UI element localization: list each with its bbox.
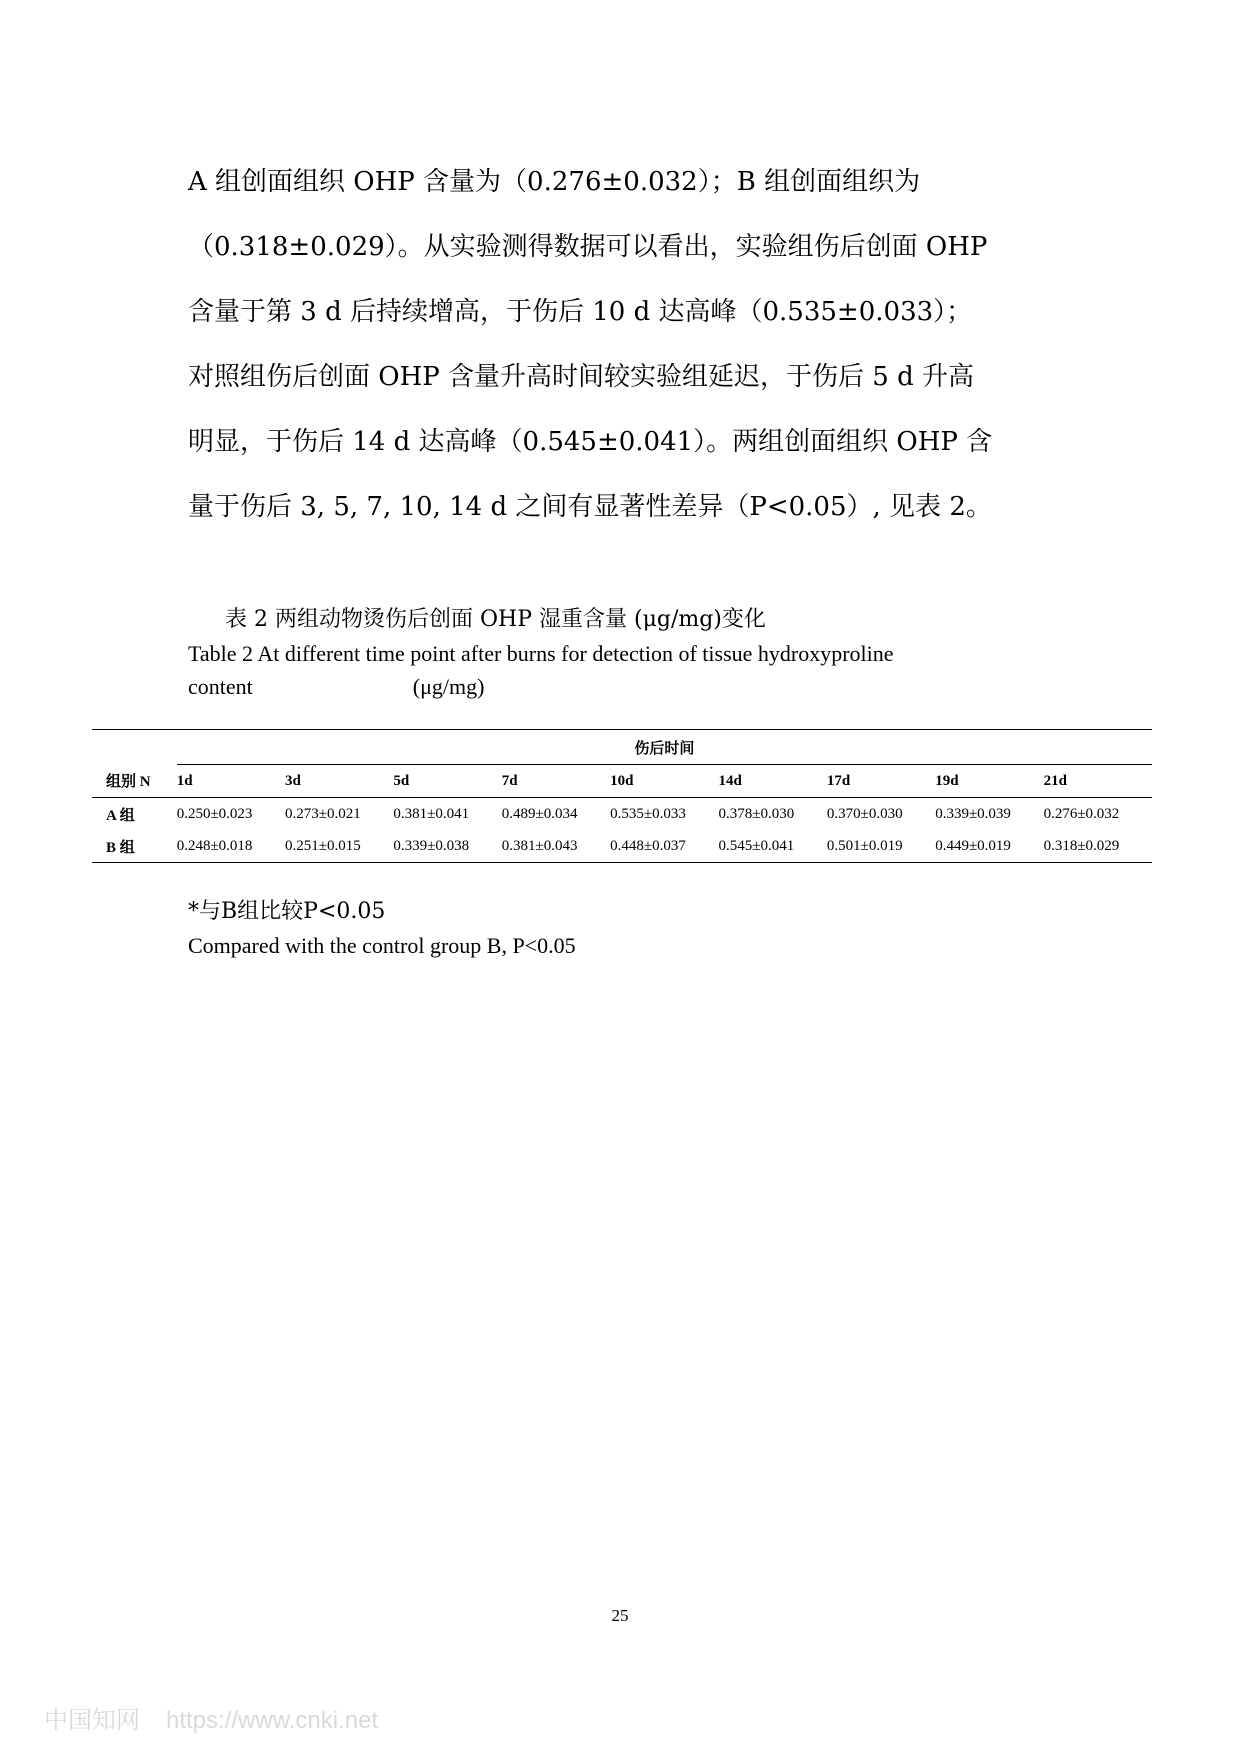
caption-english-line2 <box>188 670 1048 703</box>
table-cell: 0.381±0.043 <box>502 830 610 863</box>
table-cell: 0.339±0.039 <box>935 805 1011 822</box>
header-day: 17d <box>827 765 935 798</box>
table-cell: 0.535±0.033 <box>610 805 686 822</box>
table-row <box>92 830 1152 863</box>
table-cell: 0.448±0.037 <box>610 830 718 863</box>
header-day: 14d <box>718 765 826 798</box>
header-day: 10d <box>610 765 718 798</box>
header-day: 3d <box>285 765 393 798</box>
paragraph-line: 明显，于伤后 14 d 达高峰（0.545±0.041）。两组创面组织 OHP 含 <box>188 427 993 457</box>
table-cell: 0.501±0.019 <box>827 830 935 863</box>
table-cell: 0.250±0.023 <box>176 805 253 822</box>
header-empty-cell <box>92 730 177 765</box>
paragraph-line: 对照组伤后创面 OHP 含量升高时间较实验组延迟，于伤后 5 d 升高 <box>188 362 974 392</box>
row-label: A 组 <box>106 807 135 824</box>
cnki-watermark <box>44 1700 378 1735</box>
page-number: 25 <box>611 1606 629 1625</box>
header-day: 21d <box>1044 765 1152 798</box>
footnote-chinese: *与B组比较P<0.05 <box>188 899 386 924</box>
table-header-row-span <box>92 730 1152 765</box>
row-label: B 组 <box>92 830 177 863</box>
header-group: 组别 N <box>92 765 177 798</box>
header-day: 7d <box>502 765 610 798</box>
table-cell: 0.318±0.029 <box>1044 830 1152 863</box>
table-row <box>92 798 1152 831</box>
table-cell: 0.378±0.030 <box>718 805 795 822</box>
header-day: 19d <box>935 765 1043 798</box>
footnote-english: Compared with the control group B, P<0.05 <box>188 933 576 958</box>
paragraph-line: （0.318±0.029）。从实验测得数据可以看出，实验组伤后创面 OHP <box>188 232 988 262</box>
table-cell: 0.251±0.015 <box>285 830 393 863</box>
table-cell: 0.449±0.019 <box>935 830 1043 863</box>
header-day: 1d <box>177 765 285 798</box>
table-caption-chinese: 表 2 两组动物烫伤后创面 OHP 湿重含量 (μg/mg)变化 <box>225 607 766 632</box>
table-cell: 0.276±0.032 <box>1043 805 1120 822</box>
table-cell: 0.381±0.041 <box>393 805 470 822</box>
paragraph-line: 量于伤后 3, 5, 7, 10, 14 d 之间有显著性差异（P<0.05）, 见表 2。 <box>188 492 992 522</box>
watermark-brand: 中国知网 <box>44 1707 140 1734</box>
table-caption-english <box>188 637 1048 703</box>
caption-english-line1: Table 2 At different time point after burns for detection of tissue hydroxyproline <box>188 641 894 666</box>
table-cell: 0.339±0.038 <box>393 830 501 863</box>
watermark-url: https://www.cnki.net <box>166 1707 379 1734</box>
table-cell: 0.545±0.041 <box>718 830 826 863</box>
table-cell: 0.370±0.030 <box>826 805 903 822</box>
caption-content-word: content <box>188 674 253 699</box>
paragraph-line: 含量于第 3 d 后持续增高，于伤后 10 d 达高峰（0.535±0.033）； <box>188 297 973 327</box>
header-day: 5d <box>393 765 501 798</box>
paragraph-line: A 组创面组织 OHP 含量为（0.276±0.032）；B 组创面组织为 <box>188 167 921 197</box>
body-paragraph <box>188 150 1063 540</box>
caption-unit: (μg/mg) <box>412 674 485 699</box>
table-header-row-columns <box>92 765 1152 798</box>
header-time-after-injury: 伤后时间 <box>177 730 1152 765</box>
table-cell: 0.273±0.021 <box>285 805 361 822</box>
ohp-data-table <box>92 729 1152 863</box>
table-cell: 0.248±0.018 <box>177 830 285 863</box>
table-cell: 0.489±0.034 <box>501 805 578 822</box>
